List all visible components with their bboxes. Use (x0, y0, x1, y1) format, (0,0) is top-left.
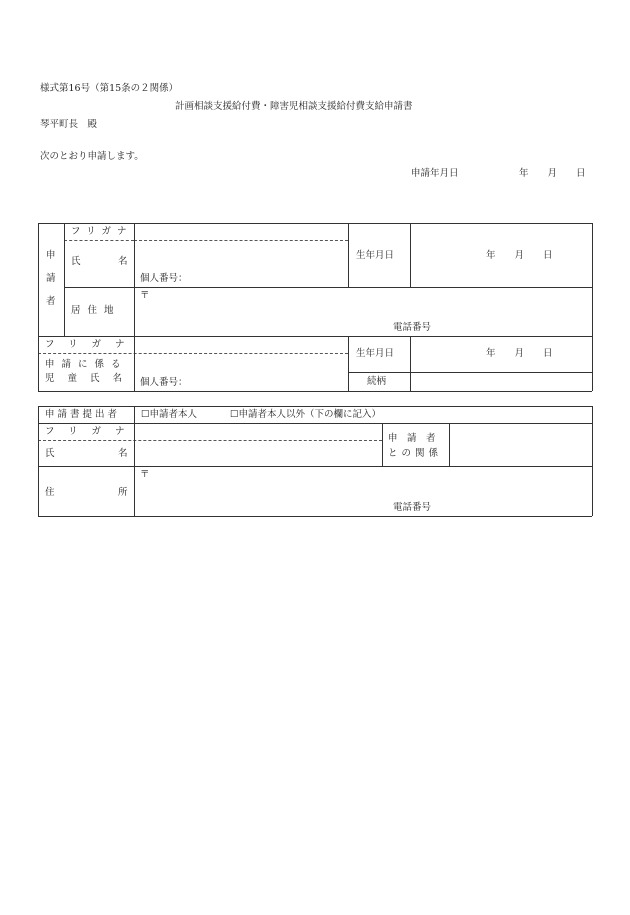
applicant-group-label-1: 申 (46, 250, 56, 261)
submitter-address-label-1: 住 (45, 487, 55, 498)
applicant-name-label-1: 氏 (71, 256, 81, 267)
child-relationship-label: 続柄 (367, 376, 387, 387)
applicant-name-label-2: 名 (118, 256, 128, 267)
submitter-address-label-2: 所 (118, 487, 128, 498)
applicant-furigana-field[interactable] (136, 225, 346, 239)
application-date-label: 申請年月日 (411, 168, 459, 179)
relation-field[interactable] (451, 425, 590, 464)
application-date-field[interactable]: 年 月 日 (519, 168, 586, 179)
submitter-label: 申請書提出者 (45, 409, 121, 420)
applicant-furigana-label: フリガナ (71, 226, 133, 237)
child-my-number-label[interactable]: 個人番号： (140, 377, 188, 388)
applicant-group-label-2: 請 (46, 273, 56, 284)
applicant-name-field[interactable] (136, 243, 346, 271)
relation-label-line2: との関係 (388, 448, 443, 459)
applicant-birthdate-label: 生年月日 (356, 250, 395, 261)
submitter-furigana-field[interactable] (136, 425, 380, 439)
applicant-phone-label[interactable]: 電話番号 (393, 322, 432, 333)
submitter-phone-label[interactable]: 電話番号 (393, 502, 432, 513)
submitter-name-label-1: 氏 (45, 448, 55, 459)
submitter-option-other[interactable]: ☐申請者本人以外（下の欄に記入） (230, 409, 382, 420)
child-furigana-label: フリガナ (45, 339, 139, 350)
page-title: 計画相談支援給付費・障害児相談支援給付費支給申請書 (175, 101, 413, 112)
applicant-address-field[interactable] (152, 290, 582, 318)
submitter-name-field[interactable] (136, 442, 380, 464)
child-birthdate-field[interactable]: 年 月 日 (486, 348, 553, 359)
submitter-postal-mark: 〒 (140, 469, 150, 480)
applicant-birthdate-field[interactable]: 年 月 日 (486, 250, 553, 261)
applicant-my-number-label[interactable]: 個人番号： (140, 273, 188, 284)
applicant-address-label: 居住地 (71, 305, 121, 316)
relation-label-line1: 申 請 者 (388, 433, 436, 444)
intro-text: 次のとおり申請します。 (40, 151, 144, 162)
submitter-address-field[interactable] (152, 469, 582, 497)
form-number: 様式第16号（第15条の２関係） (40, 83, 179, 94)
addressee: 琴平町長 殿 (40, 119, 98, 130)
child-birthdate-label: 生年月日 (356, 348, 395, 359)
child-name-label-line1: 申請に係る (45, 359, 128, 370)
applicant-group-label-3: 者 (46, 296, 56, 307)
applicant-postal-mark: 〒 (140, 290, 150, 301)
child-relationship-field[interactable] (412, 374, 590, 389)
submitter-name-label-2: 名 (118, 448, 128, 459)
submitter-furigana-label: フリガナ (45, 426, 139, 437)
child-name-label-line2: 児童氏名 (45, 373, 136, 384)
submitter-option-self[interactable]: ☐申請者本人 (141, 409, 198, 420)
child-furigana-field[interactable] (136, 338, 346, 352)
